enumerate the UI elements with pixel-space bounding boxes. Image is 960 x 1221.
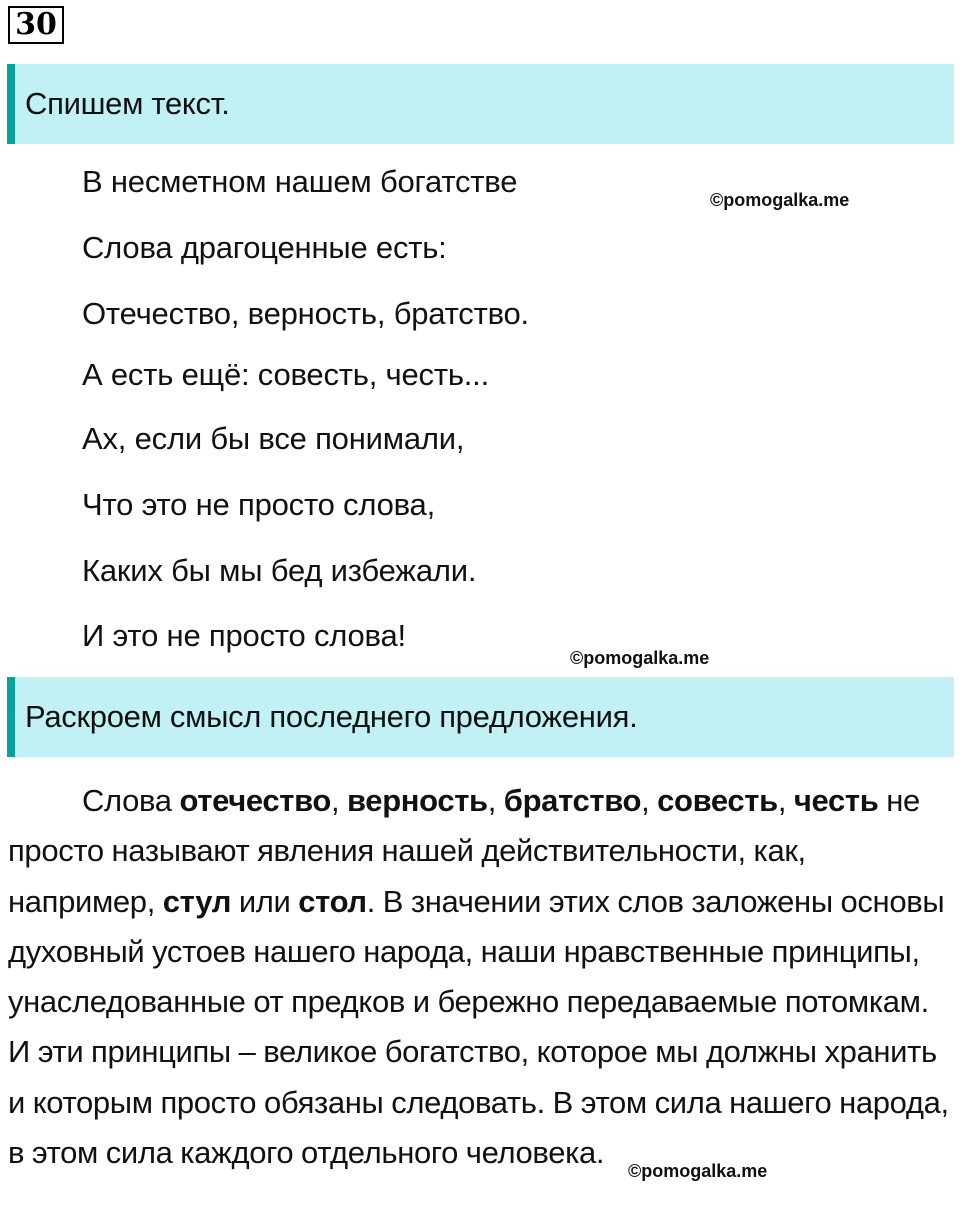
key-word: братство (503, 783, 642, 818)
text-run: , (641, 783, 658, 818)
text-run: , (777, 783, 794, 818)
key-word: отечество (179, 783, 331, 818)
task-number: 30 (8, 6, 64, 44)
instruction-text: Спишем текст. (25, 86, 230, 121)
poem-line: И это не просто слова! (82, 618, 406, 653)
key-word: честь (793, 783, 879, 818)
watermark: ©pomogalka.me (710, 190, 850, 210)
poem-line: Ах, если бы все понимали, (82, 421, 465, 456)
text-run: или (231, 883, 299, 919)
poem-line: Слова драгоценные есть: (82, 230, 447, 265)
poem-line: Что это не просто слова, (82, 487, 436, 522)
poem-line: Каких бы мы бед избежали. (82, 553, 477, 588)
poem-line: В несметном нашем богатстве (82, 164, 518, 199)
section-banner (7, 677, 954, 757)
poem-line: А есть ещё: совесть, честь... (82, 357, 490, 392)
key-word: совесть (657, 783, 778, 818)
key-word: стул (162, 883, 232, 919)
watermark: ©pomogalka.me (570, 648, 710, 668)
watermark: ©pomogalka.me (628, 1161, 768, 1181)
key-word: верность (347, 783, 488, 818)
explanation-paragraph (8, 776, 953, 1178)
poem-line: Отечество, верность, братство. (82, 296, 529, 331)
text-run: , (330, 783, 347, 818)
text-run: не просто называют явления нашей действительности, как, например, (8, 783, 920, 919)
instruction-banner (7, 64, 954, 144)
text-run: . В значении этих слов заложены основы духовный устоев нашего народа, наши нравственные принципы, унаследованные от предков и бережно передаваемые потомкам. И эти принципы – великое богатство, которое мы должны хранить и которым просто обязаны следовать. В этом сила нашего народа, в этом сила каждого отдельного человека. (8, 883, 949, 1171)
key-word: стол (298, 883, 367, 919)
section-heading-text: Раскроем смысл последнего предложения. (25, 699, 638, 734)
text-run: , (487, 783, 504, 818)
text-run: Слова (82, 783, 172, 818)
